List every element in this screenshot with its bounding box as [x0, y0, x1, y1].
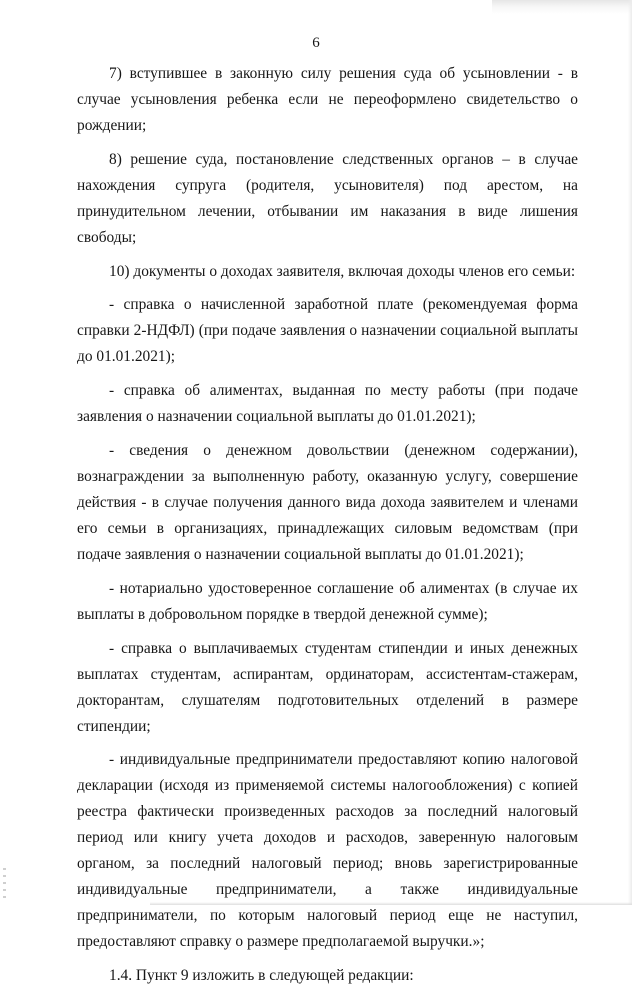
paragraph-allowance-info: - сведения о денежном довольствии (денежном содержании), вознаграждении за выполненную работу, оказанную услугу, совершение действия - в случае получения данного вида дохода заявителем и членами его семьи в организациях, принадлежащих силовым ведомствам (при подаче заявления о назначении социальной выплаты до 01.01.2021); — [77, 441, 578, 563]
paragraph-section-1-4: 1.4. Пункт 9 изложить в следующей редакции: — [109, 967, 414, 985]
paragraph-scholarship-certificate: - справка о выплачиваемых студентам стипендии и иных денежных выплатах студентам, аспирантам, ординаторам, ассистентам-стажерам, докторантам, слушателям подготовительных отделений в размере стипендии; — [77, 639, 578, 735]
paragraph-notarial-agreement: - нотариально удостоверенное соглашение об алиментах (в случае их выплаты в добровольном порядке в твердой денежной сумме); — [77, 579, 578, 623]
document-body — [77, 61, 578, 989]
paragraph-item-7: 7) вступившее в законную силу решения суда об усыновлении - в случае усыновления ребенка если не переоформлено свидетельство о рождении; — [77, 65, 578, 134]
page-number: 6 — [312, 35, 320, 51]
paragraph-entrepreneurs: - индивидуальные предприниматели предоставляют копию налоговой декларации (исходя из применяемой системы налогообложения) с копией реестра фактически произведенных расходов за последний налоговый период или книгу учета доходов и расходов, заверенную налоговым органом, за последний налоговый период; вновь зарегистрированные индивидуальные предприниматели, а также индивидуальные предприниматели, по которым налоговый период еще не наступил, предоставляют справку о размере предполагаемой выручки.»; — [77, 751, 578, 951]
paragraph-item-10: 10) документы о доходах заявителя, включая доходы членов его семьи: — [109, 262, 576, 280]
scan-binding-marks — [3, 868, 6, 898]
scan-edge-shadow — [492, 0, 632, 14]
paragraph-item-8: 8) решение суда, постановление следственных органов – в случае нахождения супруга (родителя, усыновителя) под арестом, на принудительном лечении, отбывании им наказания в виде лишения свободы; — [77, 150, 578, 246]
paragraph-alimony-certificate: - справка об алиментах, выданная по месту работы (при подаче заявления о назначении социальной выплаты до 01.01.2021); — [77, 382, 578, 426]
scan-edge-shadow-right — [628, 0, 632, 905]
paragraph-salary-certificate: - справка о начисленной заработной плате (рекомендуемая форма справки 2-НДФЛ) (при подаче заявления о назначении социальной выплаты до 01.01.2021); — [77, 296, 578, 366]
